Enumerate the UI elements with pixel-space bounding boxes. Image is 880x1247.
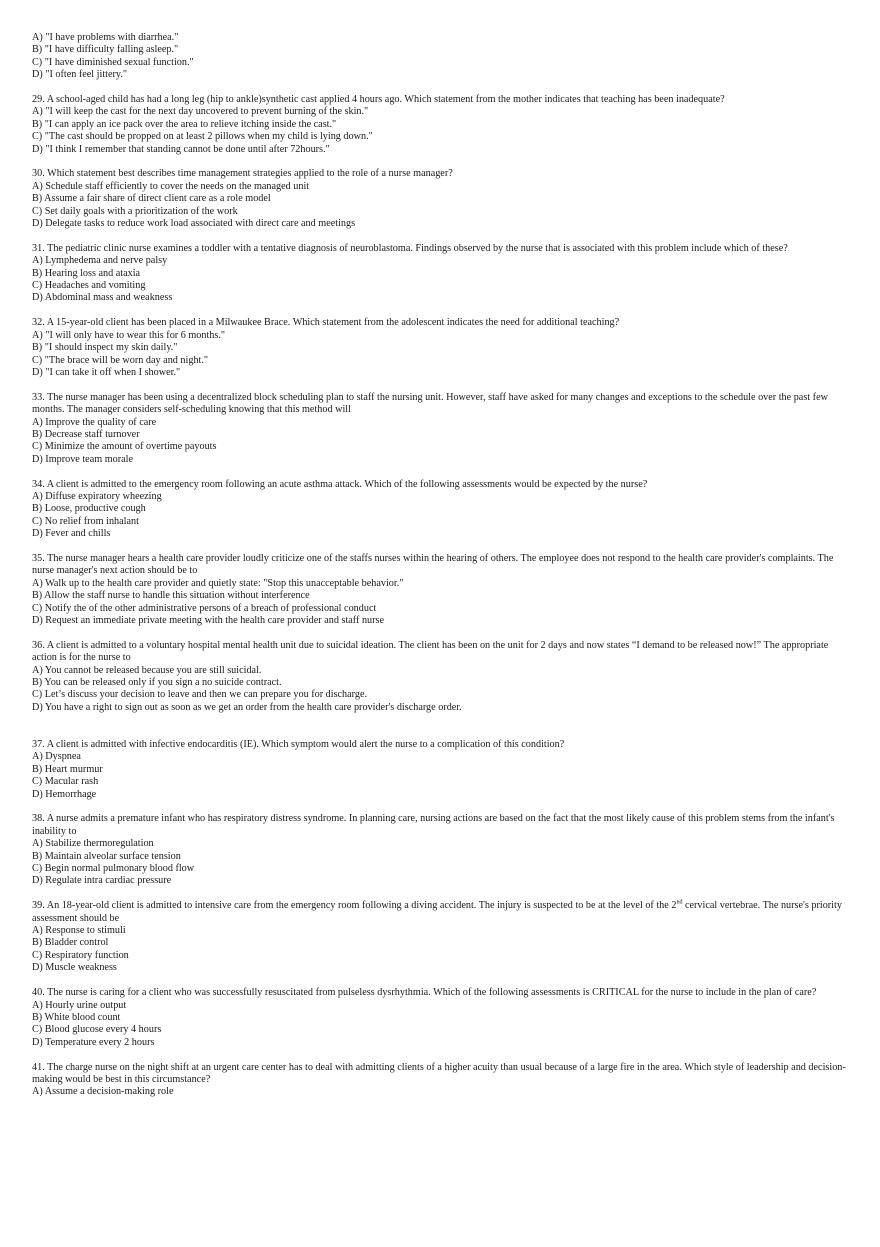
question-39: [32, 900, 852, 974]
option-b: B) Decrease staff turnover: [32, 428, 140, 440]
question-stem: 30. Which statement best describes time management strategies applied to the role of a nurse manager?: [32, 168, 453, 180]
question-29: [32, 94, 852, 156]
option-a: A) "I will only have to wear this for 6 months.": [32, 329, 226, 341]
option-b: B) Bladder control: [32, 937, 109, 949]
option-a: A) Response to stimuli: [32, 925, 126, 937]
option-d: D) Abdominal mass and weakness: [32, 292, 173, 304]
question-stem: [32, 900, 852, 925]
stem-part-b: cervical vertebrae. The nurse's priority assessment should be: [32, 900, 842, 924]
option-c: C) Macular rash: [32, 776, 99, 788]
option-c: C) Begin normal pulmonary blood flow: [32, 863, 195, 875]
question-32: [32, 317, 852, 379]
option-b: B) "I have difficulty falling asleep.": [32, 44, 179, 56]
question-38: [32, 813, 852, 887]
option-a: A) Improve the quality of care: [32, 416, 157, 428]
question-stem: 33. The nurse manager has been using a decentralized block scheduling plan to staff the nursing unit. However, staff have asked for many changes and exceptions to the schedule over the past few months. The manager considers self-scheduling knowing that this method will: [32, 391, 828, 416]
question-stem: 38. A nurse admits a premature infant who has respiratory distress syndrome. In planning care, nursing actions are based on the fact that the most likely cause of this problem stems from the infant's inability to: [32, 813, 835, 837]
option-b: B) Assume a fair share of direct client care as a role model: [32, 193, 271, 205]
question-stem: 29. A school-aged child has had a long leg (hip to ankle)synthetic cast applied 4 hours ago. Which statement from the mother indicates that teaching has been inadequate?: [32, 94, 725, 106]
option-d: D) Hemorrhage: [32, 788, 97, 800]
question-33: [32, 392, 852, 466]
option-a: A) Walk up to the health care provider and quietly state: "Stop this unacceptable behavior.": [32, 577, 404, 589]
option-b: B) You can be released only if you sign a no suicide contract.: [32, 677, 282, 688]
question-35: [32, 553, 852, 627]
question-41: [32, 1062, 852, 1099]
option-b: B) Allow the staff nurse to handle this situation without interference: [32, 590, 310, 602]
option-d: D) Improve team morale: [32, 453, 133, 465]
ordinal-superscript: nd: [676, 899, 683, 906]
option-a: A) Dyspnea: [32, 751, 81, 763]
option-c: C) Respiratory function: [32, 949, 129, 961]
option-c: C) "The cast should be propped on at least 2 pillows when my child is lying down.": [32, 131, 373, 143]
option-b: B) "I should inspect my skin daily.": [32, 342, 178, 354]
option-a: A) Diffuse expiratory wheezing: [32, 490, 162, 502]
option-a: A) "I will keep the cast for the next day uncovered to prevent burning of the skin.": [32, 106, 369, 118]
option-b: B) Maintain alveolar surface tension: [32, 850, 181, 862]
question-stem: 35. The nurse manager hears a health care provider loudly criticize one of the staffs nurses within the hearing of others. The employee does not respond to the health care provider's complaints. The nurse manager's next action should be to: [32, 552, 834, 577]
question-30: [32, 168, 852, 230]
document-page: [32, 32, 852, 1099]
option-c: C) Headaches and vomiting: [32, 280, 146, 292]
option-a: A) "I have problems with diarrhea.": [32, 32, 179, 43]
question-36: [32, 640, 852, 714]
option-a: A) Hourly urine output: [32, 999, 127, 1011]
option-b: B) "I can apply an ice pack over the area to relieve itching inside the cast.": [32, 118, 337, 130]
option-d: D) Muscle weakness: [32, 962, 117, 974]
option-d: D) You have a right to sign out as soon as we get an order from the health care provider's discharge order.: [32, 701, 462, 713]
question-28-options: [32, 32, 852, 82]
option-d: D) Fever and chills: [32, 528, 111, 540]
option-b: B) White blood count: [32, 1011, 121, 1023]
question-34: [32, 479, 852, 541]
option-b: B) Heart murmur: [32, 763, 103, 775]
option-d: D) "I think I remember that standing cannot be done until after 72hours.": [32, 143, 330, 155]
question-37: [32, 739, 852, 801]
option-c: C) "I have diminished sexual function.": [32, 56, 194, 68]
question-stem: 36. A client is admitted to a voluntary hospital mental health unit due to suicidal ideation. The client has been on the unit for 2 days and now states “I demand to be released now!” The appropriate action is for the nurse to: [32, 639, 829, 664]
option-c: C) Let’s discuss your decision to leave and then we can prepare you for discharge.: [32, 689, 368, 701]
option-b: B) Hearing loss and ataxia: [32, 267, 141, 279]
question-40: [32, 987, 852, 1049]
option-a: A) Schedule staff efficiently to cover the needs on the managed unit: [32, 180, 310, 192]
option-c: C) Notify the of the other administrative persons of a breach of professional conduct: [32, 602, 377, 614]
option-a: A) Assume a decision-making role: [32, 1086, 174, 1098]
option-d: D) Delegate tasks to reduce work load associated with direct care and meetings: [32, 218, 356, 230]
option-d: D) "I can take it off when I shower.": [32, 366, 181, 378]
option-c: C) "The brace will be worn day and night.": [32, 354, 209, 366]
question-stem: 34. A client is admitted to the emergency room following an acute asthma attack. Which of the following assessments would be expected by the nurse?: [32, 478, 648, 490]
question-stem: 41. The charge nurse on the night shift at an urgent care center has to deal with admitting clients of a higher acuity than usual because of a large fire in the area. Which style of leadership and decision-making would be best in this circumstance?: [32, 1061, 846, 1085]
option-d: D) "I often feel jittery.": [32, 69, 128, 81]
question-stem: 32. A 15-year-old client has been placed in a Milwaukee Brace. Which statement from the adolescent indicates the need for additional teaching?: [32, 317, 620, 329]
option-d: D) Request an immediate private meeting with the health care provider and staff nurse: [32, 614, 385, 626]
question-stem: 31. The pediatric clinic nurse examines a toddler with a tentative diagnosis of neuroblastoma. Findings observed by the nurse that is associated with this problem include which of these?: [32, 242, 788, 254]
option-c: C) Set daily goals with a prioritization of the work: [32, 205, 238, 217]
question-stem: 40. The nurse is caring for a client who was successfully resuscitated from pulseless dysrhythmia. Which of the following assessments is CRITICAL for the nurse to include in the plan of care?: [32, 987, 817, 999]
option-a: A) Stabilize thermoregulation: [32, 838, 154, 850]
option-b: B) Loose, productive cough: [32, 503, 146, 515]
option-a: A) You cannot be released because you are still suicidal.: [32, 664, 262, 676]
question-stem: 37. A client is admitted with infective endocarditis (IE). Which symptom would alert the nurse to a complication of this condition?: [32, 739, 565, 751]
option-c: C) No relief from inhalant: [32, 515, 139, 527]
option-d: D) Regulate intra cardiac pressure: [32, 875, 172, 887]
question-31: [32, 243, 852, 305]
option-c: C) Minimize the amount of overtime payouts: [32, 441, 217, 453]
option-c: C) Blood glucose every 4 hours: [32, 1024, 162, 1036]
stem-part-a: 39. An 18-year-old client is admitted to intensive care from the emergency room following a diving accident. The injury is suspected to be at the level of the 2: [32, 900, 677, 912]
option-d: D) Temperature every 2 hours: [32, 1036, 155, 1048]
option-a: A) Lymphedema and nerve palsy: [32, 255, 168, 267]
